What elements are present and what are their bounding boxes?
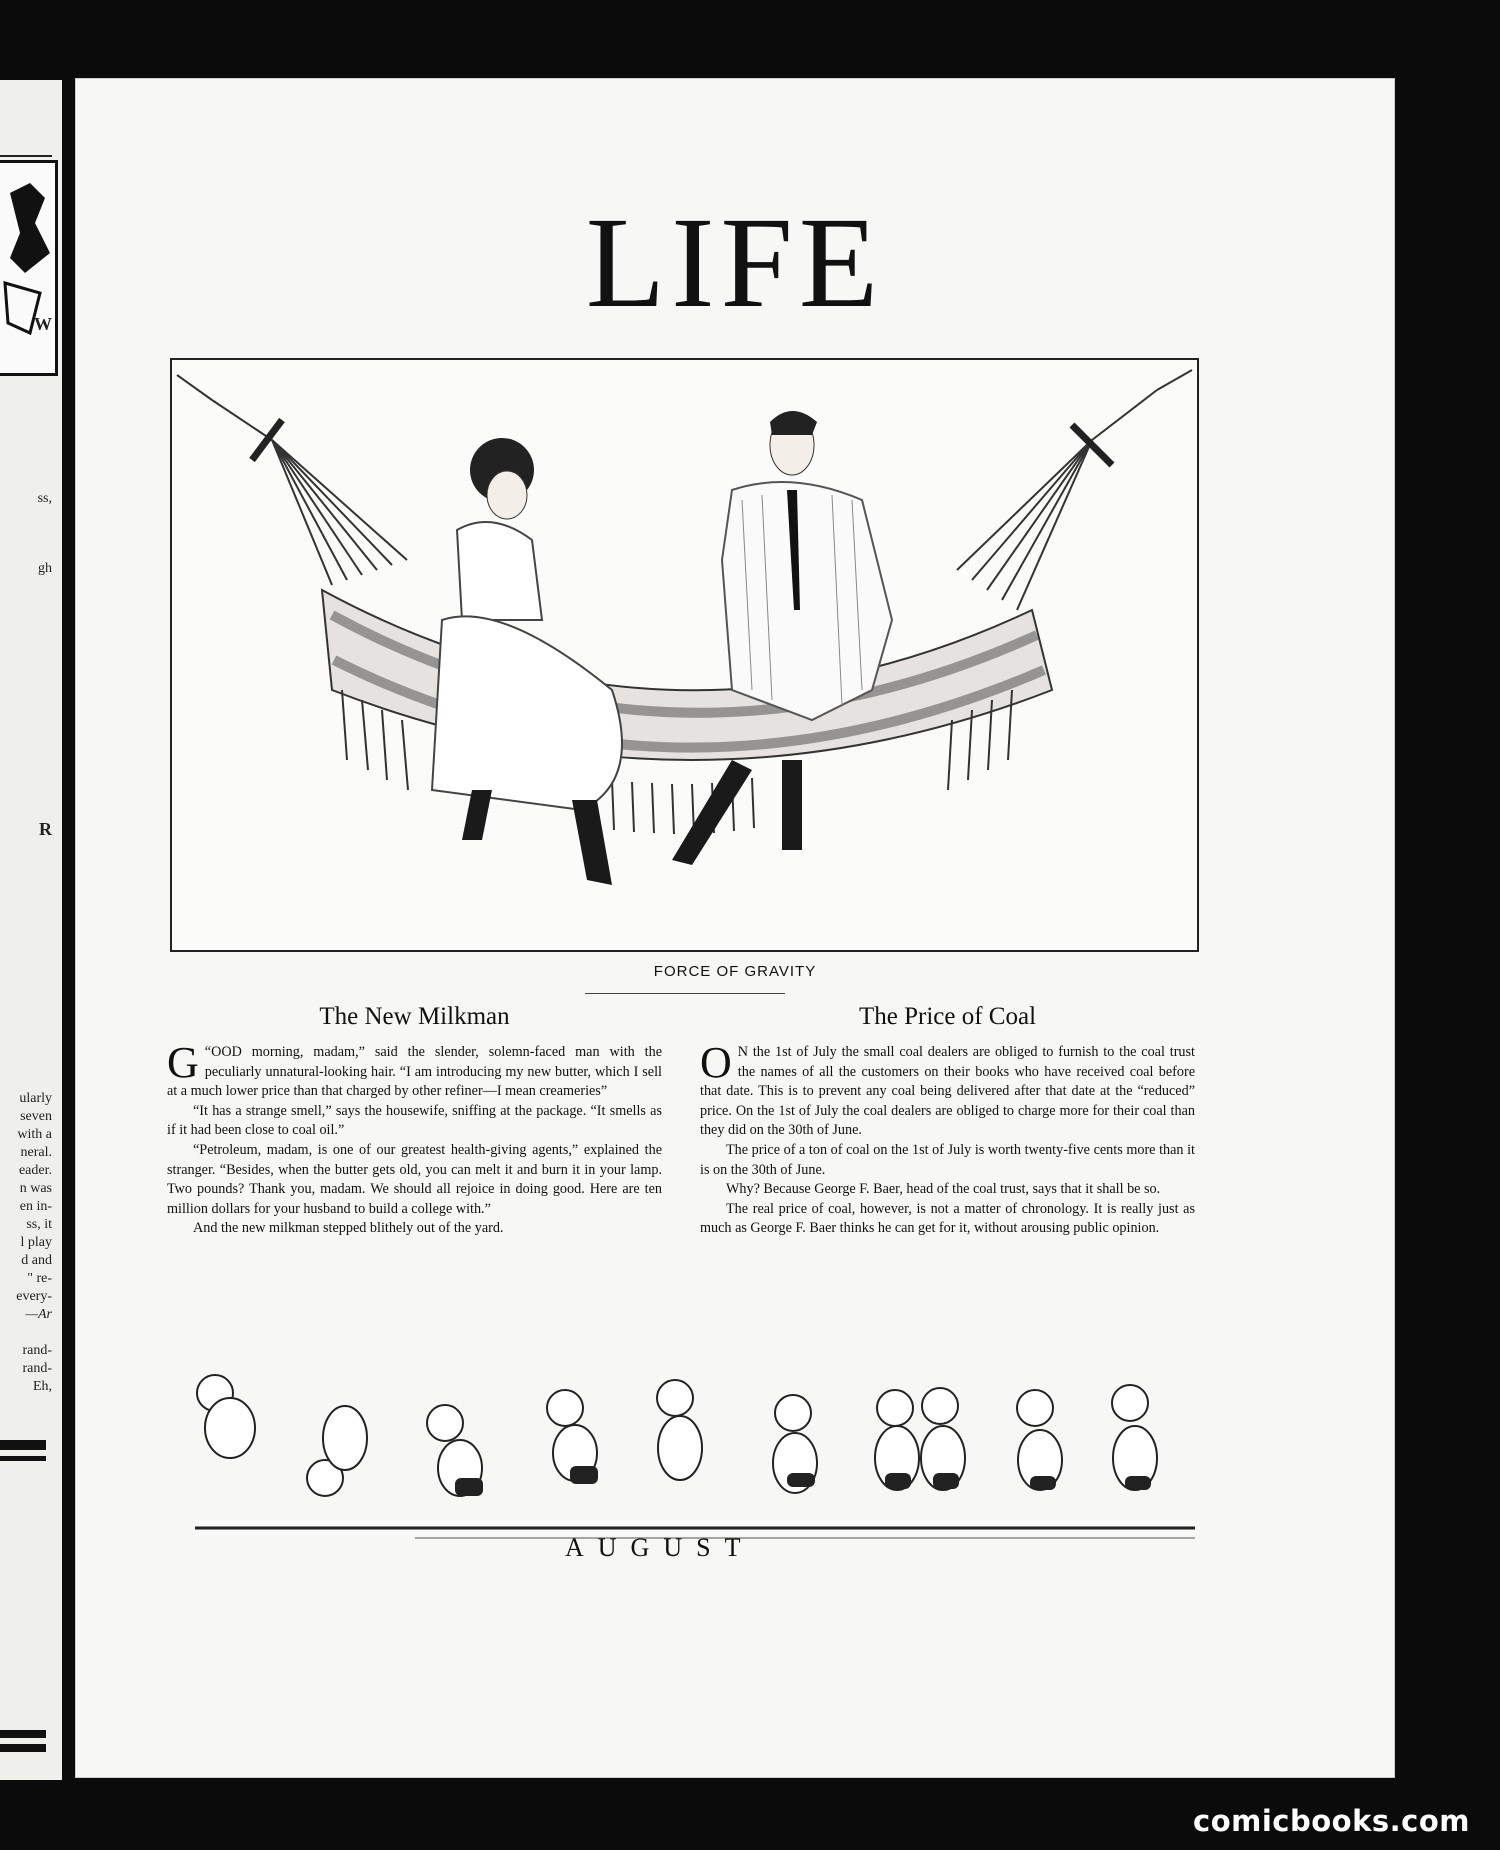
column-fragment: en in- bbox=[19, 1199, 52, 1214]
decorative-rule bbox=[0, 1744, 46, 1752]
previous-page-edge bbox=[0, 80, 62, 1780]
column-fragment: eader. bbox=[18, 1163, 52, 1178]
column-fragment: ss, it bbox=[26, 1217, 52, 1232]
decorative-rule bbox=[0, 1440, 46, 1450]
hammock-illustration bbox=[170, 358, 1199, 952]
article-paragraph bbox=[167, 1038, 662, 1102]
article-paragraph: The real price of coal, however, is not a matter of chronology. It is really just as much as George F. Baer thinks he can get for it, without arousing public opinion. bbox=[700, 1200, 1195, 1237]
article-paragraph: Why? Because George F. Baer, head of the coal trust, says that it shall be so. bbox=[726, 1181, 1161, 1198]
fragment-text: gh bbox=[38, 561, 52, 576]
article-title: The New Milkman bbox=[319, 1003, 510, 1030]
top-rule bbox=[0, 155, 52, 157]
magazine-page bbox=[75, 78, 1395, 1778]
article-paragraph bbox=[700, 1038, 1195, 1141]
article-paragraph: And the new milkman stepped blithely out of the yard. bbox=[193, 1220, 504, 1237]
paragraph-text: “OOD morning, madam,” said the slender, solemn-faced man with the peculiarly unnatural-looking hair. “I am introducing my new butter, which I sell at a much lower price than that charged by other refiner—I mean creameries” bbox=[167, 1044, 662, 1100]
masthead-title: LIFE bbox=[585, 191, 885, 335]
column-fragment: every- bbox=[16, 1289, 52, 1304]
article-paragraph: The price of a ton of coal on the 1st of July is worth twenty-five cents more than it is on the 30th of June. bbox=[700, 1141, 1195, 1178]
article-paragraph: “It has a strange smell,” says the housewife, sniffing at the package. “It smells as if it had been close to coal oil.” bbox=[167, 1102, 662, 1139]
paragraph-text: N the 1st of July the small coal dealers are obliged to furnish to the coal trust the names of all the customers on their books who have received coal before that date. This is to prevent any coal being delivered after that date at the “reduced” price. On the 1st of July the coal dealers are obliged to charge more for their coal than they did on the 30th of June. bbox=[700, 1044, 1195, 1139]
column-fragment: n was bbox=[19, 1181, 52, 1196]
decorative-rule bbox=[0, 1730, 46, 1738]
column-fragment: Eh, bbox=[32, 1379, 52, 1394]
decorative-rule bbox=[0, 1456, 46, 1461]
caption-rule bbox=[585, 993, 785, 994]
column-fragment: seven bbox=[20, 1109, 52, 1124]
column-fragment: ularly bbox=[19, 1091, 52, 1106]
column-fragment: rand- bbox=[22, 1361, 52, 1376]
drop-cap: O bbox=[700, 1038, 732, 1087]
column-fragment: " re- bbox=[27, 1271, 52, 1286]
fragment-text: R bbox=[39, 819, 52, 839]
column-fragment: —Ar bbox=[25, 1307, 52, 1322]
article-title: The Price of Coal bbox=[858, 1003, 1037, 1030]
site-watermark: comicbooks.com bbox=[1193, 1804, 1470, 1838]
article-paragraph: “Petroleum, madam, is one of our greatest health-giving agents,” explained the stranger. “Besides, when the butter gets old, you can melt it and burn it in your lamp. Two pounds? Thank you, madam. We should all rejoice in doing good. Here are ten million dollars for your husband to build a college with.” bbox=[167, 1141, 662, 1217]
column-fragment: l play bbox=[20, 1235, 52, 1250]
article-price-of-coal bbox=[700, 1003, 1195, 1239]
column-fragment: neral. bbox=[20, 1145, 52, 1160]
illustration-caption: FORCE OF GRAVITY bbox=[653, 963, 817, 980]
drop-cap: G bbox=[167, 1038, 199, 1087]
column-fragment: d and bbox=[21, 1253, 52, 1268]
column-fragment: rand- bbox=[22, 1343, 52, 1358]
column-fragment: with a bbox=[17, 1127, 52, 1142]
fragment-text: W bbox=[34, 314, 52, 334]
article-new-milkman bbox=[167, 1003, 662, 1239]
fragment-text: ss, bbox=[37, 491, 52, 506]
cherub-banner-label: AUGUST bbox=[565, 1533, 755, 1562]
decorative-figure-icon bbox=[0, 160, 58, 376]
cherubs-banner bbox=[175, 1368, 1205, 1568]
